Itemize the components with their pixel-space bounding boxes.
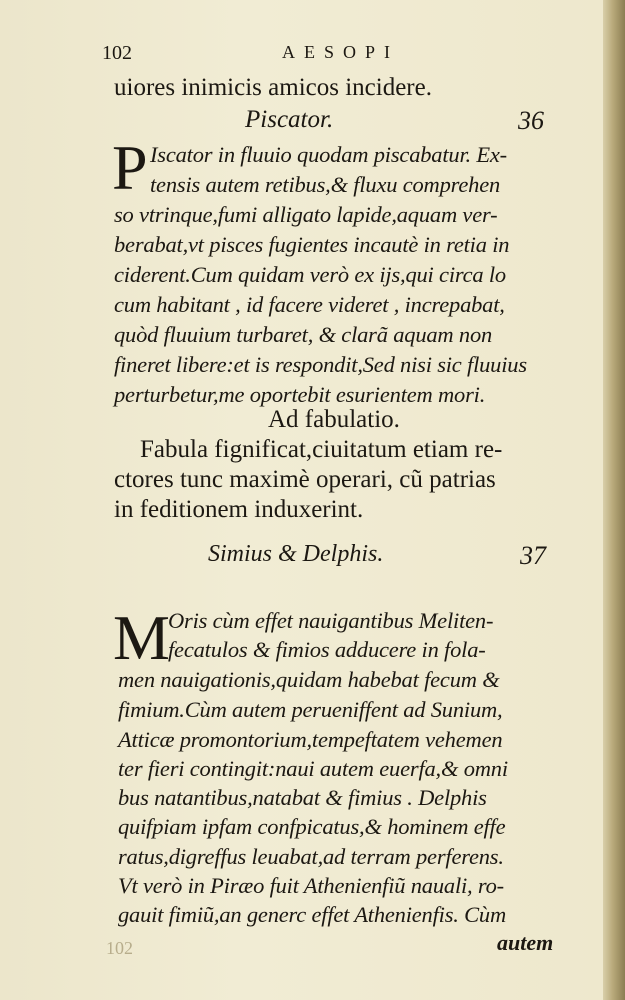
text-line: berabat,vt pisces fugientes incautè in retia in: [114, 232, 510, 257]
text-line: Atticæ promontorium,tempeftatem vehemen: [118, 727, 503, 752]
binding-gutter: [603, 0, 625, 1000]
text-line: so vtrinque,fumi alligato lapide,aquam ver-: [114, 202, 498, 227]
fable-number-36: 36: [518, 106, 544, 135]
text-line: fecatulos & fimios adducere in fola-: [168, 637, 486, 662]
text-line: Iscator in fluuio quodam piscabatur. Ex-: [150, 142, 507, 167]
running-title: AESOPI: [282, 42, 400, 62]
moral-line: in feditionem induxerint.: [114, 496, 364, 523]
text-line: quòd fluuium turbaret, & clarã aquam non: [114, 322, 493, 347]
text-line: ter fieri contingit:naui autem euerfa,& omni: [118, 756, 508, 781]
fable-number-37: 37: [520, 541, 546, 570]
text-line: tensis autem retibus,& fluxu comprehen: [150, 172, 501, 197]
text-line: ratus,digreffus leuabat,ad terram perferens.: [118, 844, 504, 869]
moral-line: ctores tunc maximè operari, cũ patrias: [114, 466, 496, 493]
text-line: Vt verò in Piræo fuit Athenienfiũ nauali, ro-: [118, 873, 504, 898]
text-line: bus natantibus,natabat & fimius . Delphis: [118, 785, 487, 810]
text-line: men nauigationis,quidam habebat fecum &: [118, 667, 500, 692]
fable-title-piscator: Piscator.: [245, 106, 334, 133]
drop-cap-m: M: [113, 602, 170, 673]
moral-line: Fabula fignificat,ciuitatum etiam re-: [140, 436, 503, 463]
page-number: 102: [102, 42, 132, 64]
text-line: cum habitant , id facere videret , increpabat,: [114, 292, 505, 317]
previous-fable-last-line: uiores inimicis amicos incidere.: [114, 74, 432, 101]
text-line: gauit fimiũ,an generc effet Athenienfis. Cùm: [118, 902, 507, 927]
text-line: quifpiam ipfam confpicatus,& hominem effe: [118, 814, 506, 839]
text-line: ciderent.Cum quidam verò ex ijs,qui circa lo: [114, 262, 506, 287]
text-line: fineret libere:et is respondit,Sed nisi sic fluuius: [114, 352, 527, 377]
drop-cap-p: P: [112, 132, 148, 203]
fable-title-simius-delphis: Simius & Delphis.: [208, 541, 384, 567]
text-line: perturbetur,me oportebit esurientem mori.: [114, 382, 486, 407]
moral-heading: Ad fabulatio.: [268, 406, 400, 433]
text-line: Oris cùm effet nauigantibus Meliten-: [168, 608, 494, 633]
catchword: autem: [497, 930, 554, 955]
show-through-page-number: 102: [106, 938, 133, 958]
text-line: fimium.Cùm autem perueniffent ad Sunium,: [118, 697, 503, 722]
